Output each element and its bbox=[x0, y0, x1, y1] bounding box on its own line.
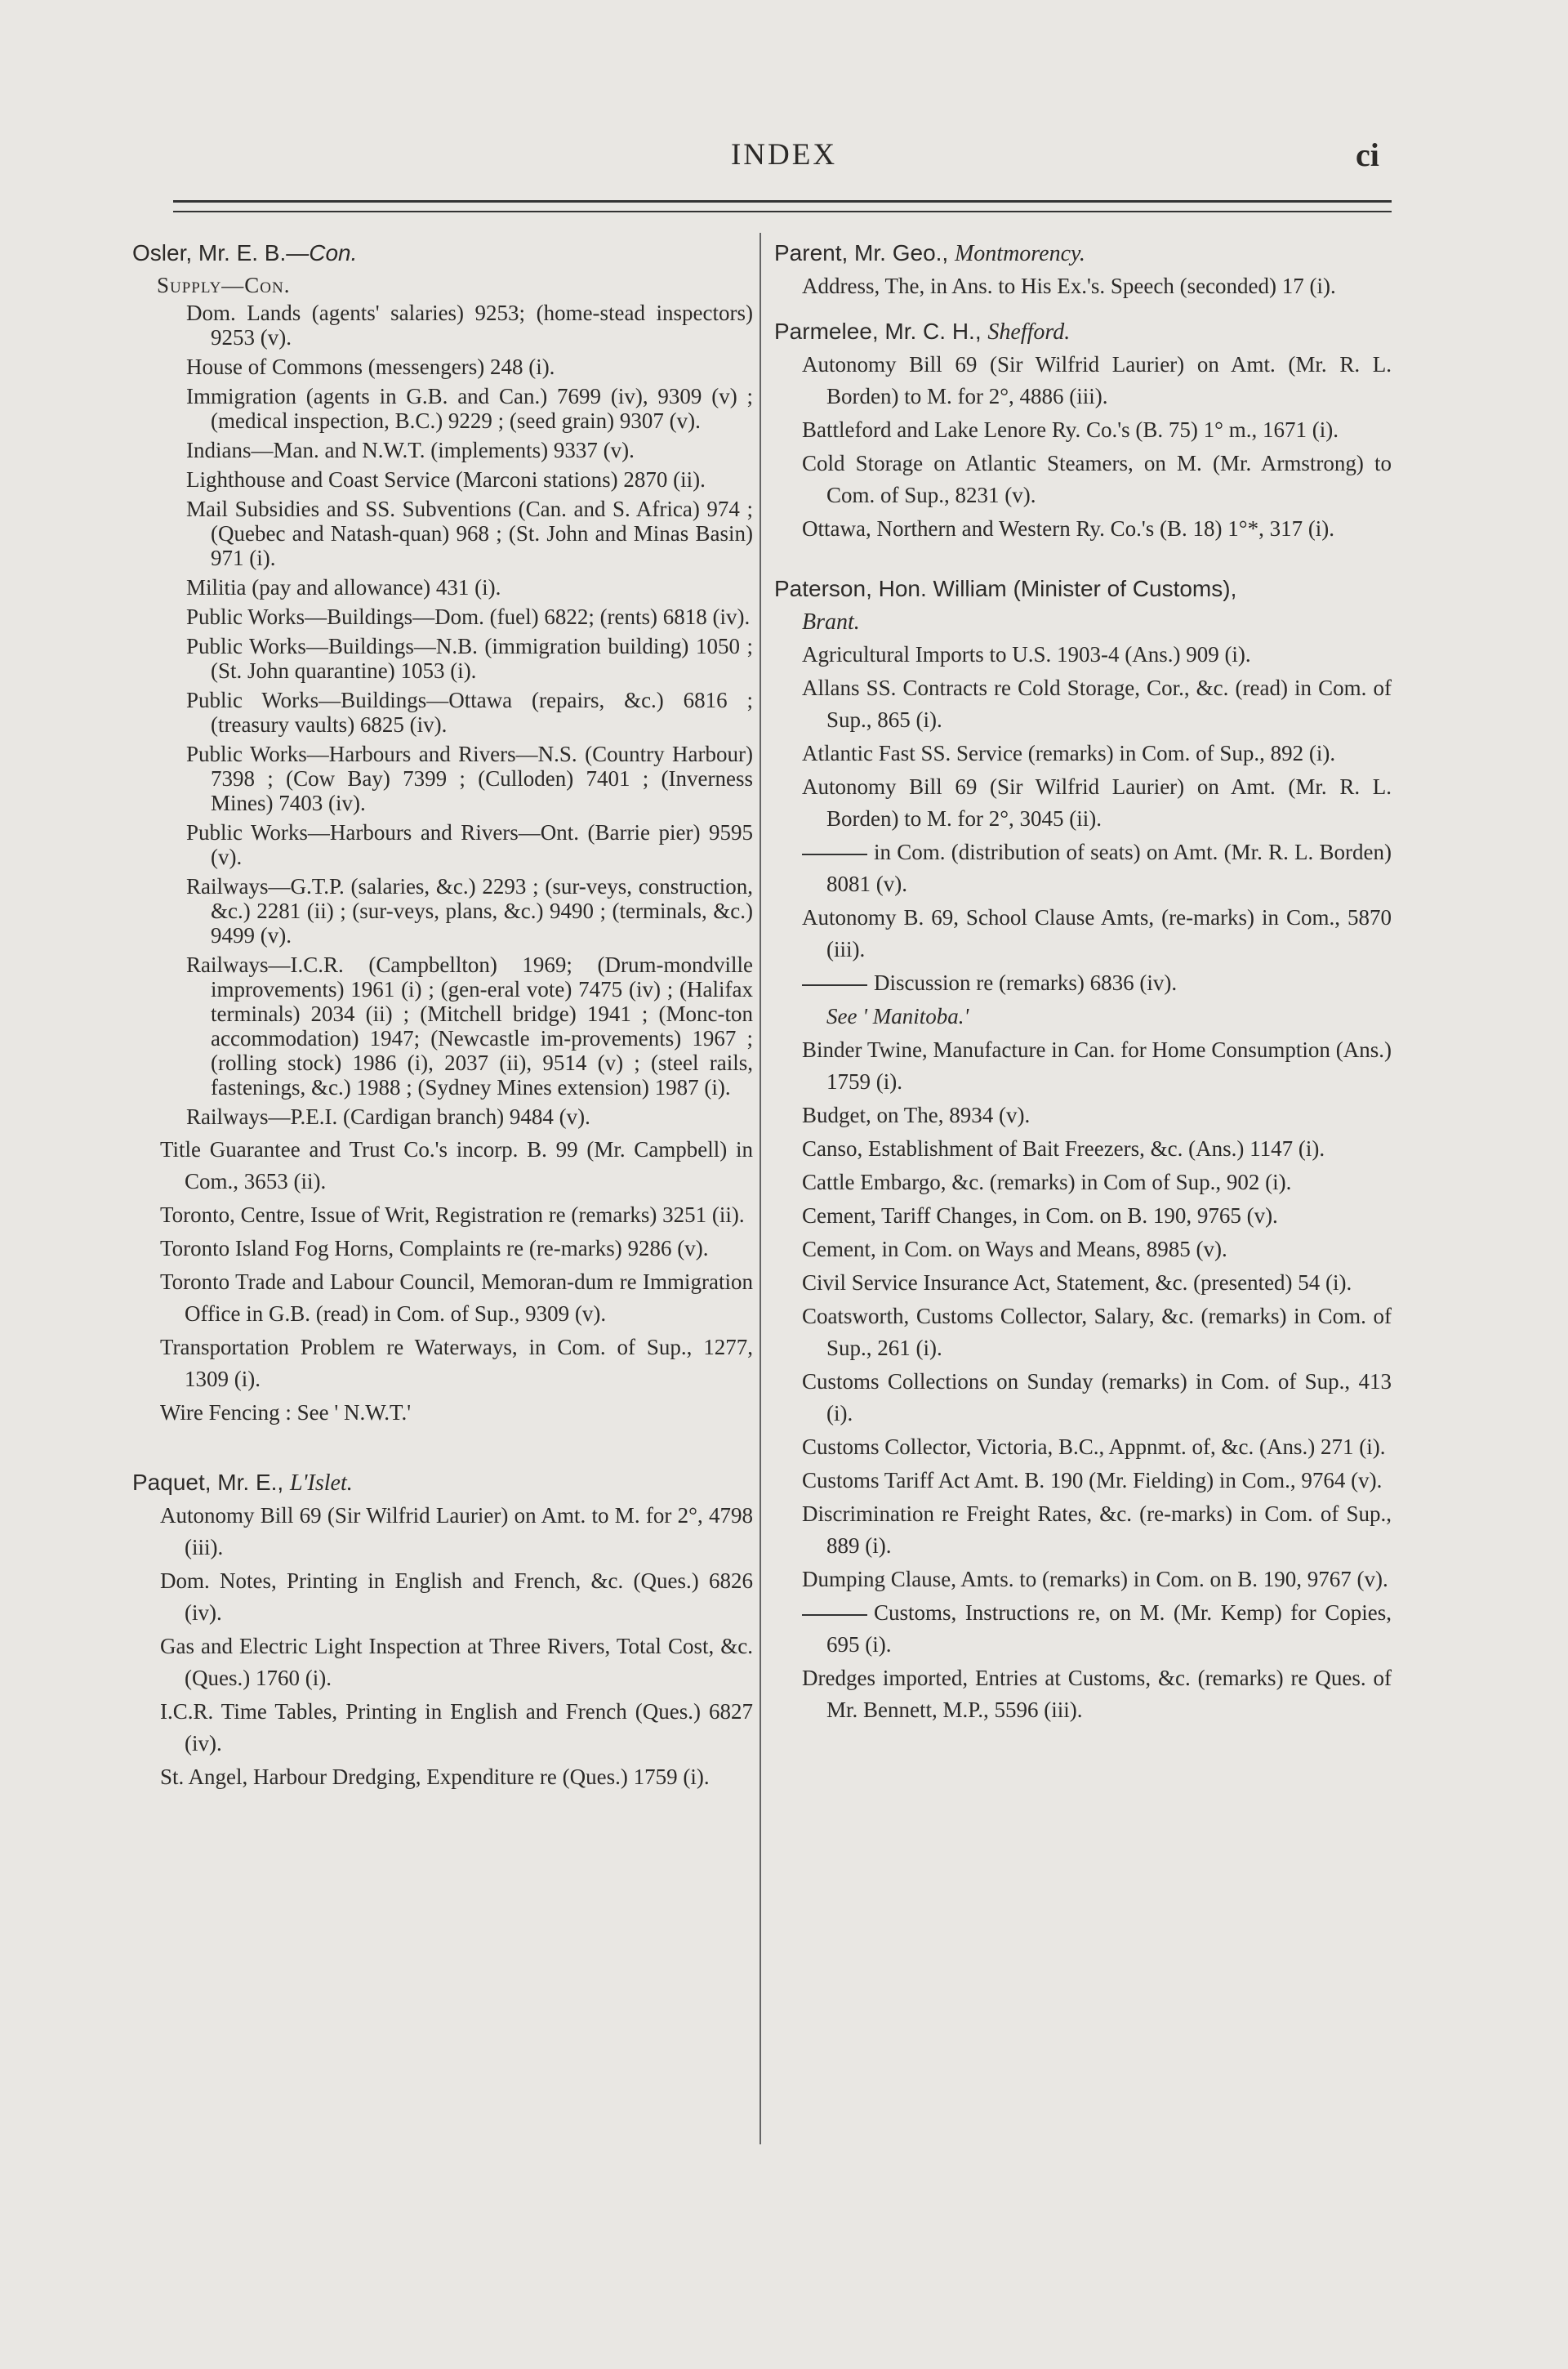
member-name: Paquet, Mr. E., bbox=[132, 1470, 290, 1495]
index-item: Mail Subsidies and SS. Subventions (Can. and S. Africa) 974 ; (Quebec and Natash-quan) 968 ; (St. John and Minas Basin) 971 (i). bbox=[186, 497, 753, 570]
constituency: Brant. bbox=[802, 609, 860, 635]
entry-head-parmelee bbox=[774, 315, 1392, 349]
index-entry: Dumping Clause, Amts. to (remarks) in Com. on B. 190, 9767 (v). bbox=[802, 1567, 1388, 1591]
index-entry: Toronto, Centre, Issue of Writ, Registration re (remarks) 3251 (ii). bbox=[160, 1202, 745, 1227]
index-item: Public Works—Buildings—Ottawa (repairs, &c.) 6816 ; (treasury vaults) 6825 (iv). bbox=[186, 688, 753, 737]
index-entry: Autonomy B. 69, School Clause Amts, (re-marks) in Com., 5870 (iii). bbox=[802, 905, 1392, 961]
index-item: Railways—P.E.I. (Cardigan branch) 9484 (v). bbox=[186, 1104, 590, 1129]
continued-mark: Con. bbox=[309, 240, 358, 265]
index-entry: Address, The, in Ans. to His Ex.'s. Speech (seconded) 17 (i). bbox=[802, 274, 1336, 298]
index-entry: Autonomy Bill 69 (Sir Wilfrid Laurier) on Amt. to M. for 2°, 4798 (iii). bbox=[160, 1503, 753, 1559]
index-entry: Canso, Establishment of Bait Freezers, &c. (Ans.) 1147 (i). bbox=[802, 1136, 1325, 1161]
index-entry: Budget, on The, 8934 (v). bbox=[802, 1103, 1031, 1127]
supply-items bbox=[132, 301, 753, 1129]
index-entry: Gas and Electric Light Inspection at Three Rivers, Total Cost, &c. (Ques.) 1760 (i). bbox=[160, 1634, 753, 1690]
entry-head-parent bbox=[774, 237, 1392, 270]
index-entry: Customs Collections on Sunday (remarks) in Com. of Sup., 413 (i). bbox=[802, 1369, 1392, 1425]
index-entry: Dredges imported, Entries at Customs, &c. (remarks) re Ques. of Mr. Bennett, M.P., 5596 (iii). bbox=[802, 1666, 1392, 1722]
index-entry: Autonomy Bill 69 (Sir Wilfrid Laurier) on Amt. (Mr. R. L. Borden) to M. for 2°, 3045 (ii). bbox=[802, 774, 1392, 831]
index-entry: Toronto Island Fog Horns, Complaints re (re-marks) 9286 (v). bbox=[160, 1236, 709, 1260]
paquet-entries bbox=[132, 1500, 753, 1793]
index-entry: Discrimination re Freight Rates, &c. (re-marks) in Com. of Sup., 889 (i). bbox=[802, 1501, 1392, 1558]
index-entry: Customs Tariff Act Amt. B. 190 (Mr. Fielding) in Com., 9764 (v). bbox=[802, 1468, 1383, 1492]
entry-head-paterson bbox=[774, 573, 1392, 605]
index-entry: St. Angel, Harbour Dredging, Expenditure re (Ques.) 1759 (i). bbox=[160, 1764, 710, 1789]
index-entry: Civil Service Insurance Act, Statement, &c. (presented) 54 (i). bbox=[802, 1270, 1352, 1295]
index-entry: Allans SS. Contracts re Cold Storage, Cor., &c. (read) in Com. of Sup., 865 (i). bbox=[802, 676, 1392, 732]
entry-head-paquet bbox=[132, 1466, 753, 1500]
running-title: INDEX bbox=[730, 138, 838, 172]
index-item: Public Works—Harbours and Rivers—Ont. (Barrie pier) 9595 (v). bbox=[186, 820, 753, 869]
osler-entries bbox=[132, 1134, 753, 1429]
index-entry: Autonomy Bill 69 (Sir Wilfrid Laurier) on Amt. (Mr. R. L. Borden) to M. for 2°, 4886 (iii). bbox=[802, 352, 1392, 408]
index-subentry: in Com. (distribution of seats) on Amt. (Mr. R. L. Borden) 8081 (v). bbox=[799, 837, 1392, 900]
index-subentry: Customs, Instructions re, on M. (Mr. Kemp) for Copies, 695 (i). bbox=[799, 1597, 1392, 1661]
index-entry: Toronto Trade and Labour Council, Memoran-dum re Immigration Office in G.B. (read) in Com. of Sup., 9309 (v). bbox=[160, 1269, 753, 1326]
constituency: Shefford. bbox=[987, 319, 1071, 345]
member-name: Parent, Mr. Geo., bbox=[774, 240, 955, 265]
index-entry: Cold Storage on Atlantic Steamers, on M. (Mr. Armstrong) to Com. of Sup., 8231 (v). bbox=[802, 451, 1392, 507]
page-folio: ci bbox=[1356, 136, 1379, 173]
constituency-line bbox=[802, 605, 1392, 639]
index-item: Lighthouse and Coast Service (Marconi stations) 2870 (ii). bbox=[186, 467, 706, 492]
index-entry: Binder Twine, Manufacture in Can. for Home Consumption (Ans.) 1759 (i). bbox=[802, 1037, 1392, 1094]
index-item: House of Commons (messengers) 248 (i). bbox=[186, 355, 555, 379]
header-rule bbox=[173, 200, 1392, 203]
index-entry: Atlantic Fast SS. Service (remarks) in Com. of Sup., 892 (i). bbox=[802, 741, 1336, 765]
repeat-dash bbox=[802, 854, 867, 855]
left-column bbox=[132, 237, 753, 1795]
header-rule-thin bbox=[173, 211, 1392, 212]
index-entry: Cement, Tariff Changes, in Com. on B. 190, 9765 (v). bbox=[802, 1203, 1278, 1228]
index-entry: Cattle Embargo, &c. (remarks) in Com of Sup., 902 (i). bbox=[802, 1170, 1292, 1194]
index-entry: Coatsworth, Customs Collector, Salary, &c. (remarks) in Com. of Sup., 261 (i). bbox=[802, 1304, 1392, 1360]
index-entry: Wire Fencing : See ' N.W.T.' bbox=[160, 1400, 412, 1425]
index-item: Militia (pay and allowance) 431 (i). bbox=[186, 575, 501, 600]
member-name: Osler, Mr. E. B.— bbox=[132, 240, 310, 265]
index-item: Public Works—Buildings—Dom. (fuel) 6822; (rents) 6818 (iv). bbox=[186, 605, 751, 629]
index-item: Public Works—Buildings—N.B. (immigration building) 1050 ; (St. John quarantine) 1053 (i). bbox=[186, 634, 753, 683]
index-item: Indians—Man. and N.W.T. (implements) 9337 (v). bbox=[186, 438, 635, 462]
index-item: Immigration (agents in G.B. and Can.) 7699 (iv), 9309 (v) ; (medical inspection, B.C.) 9229 ; (seed grain) 9307 (v). bbox=[186, 384, 753, 433]
index-entry: Title Guarantee and Trust Co.'s incorp. B. 99 (Mr. Campbell) in Com., 3653 (ii). bbox=[160, 1137, 753, 1193]
repeat-dash bbox=[802, 984, 867, 986]
column-divider bbox=[760, 233, 761, 2144]
index-item: Railways—G.T.P. (salaries, &c.) 2293 ; (sur-veys, construction, &c.) 2281 (ii) ; (sur-veys, plans, &c.) 9490 ; (terminals, &c.) 9499 (v). bbox=[186, 874, 753, 948]
repeat-dash bbox=[802, 1614, 867, 1616]
index-item: Public Works—Harbours and Rivers—N.S. (Country Harbour) 7398 ; (Cow Bay) 7399 ; (Culloden) 7401 ; (Inverness Mines) 7403 (iv). bbox=[186, 742, 753, 815]
constituency: Montmorency. bbox=[954, 241, 1085, 266]
index-entry: Agricultural Imports to U.S. 1903-4 (Ans.) 909 (i). bbox=[802, 642, 1251, 667]
index-entry: Ottawa, Northern and Western Ry. Co.'s (B. 18) 1°*, 317 (i). bbox=[802, 516, 1335, 541]
member-name: Parmelee, Mr. C. H., bbox=[774, 319, 988, 344]
index-entry: I.C.R. Time Tables, Printing in English and French (Ques.) 6827 (iv). bbox=[160, 1699, 753, 1756]
index-item: Railways—I.C.R. (Campbellton) 1969; (Drum-mondville improvements) 1961 (i) ; (gen-eral vote) 7475 (iv) ; (Halifax terminals) 2034 (ii) ; (Mitchell bridge) 1941 ; (Monc-ton accommodation) 1947; (Newcastle im-provements) 1967 ; (rolling stock) 1986 (i), 2037 (ii), 9514 (v) ; (steel rails, fastenings, &c.) 1988 ; (Sydney Mines extension) 1987 (i). bbox=[186, 953, 753, 1100]
index-entry: Battleford and Lake Lenore Ry. Co.'s (B. 75) 1° m., 1671 (i). bbox=[802, 417, 1339, 442]
index-entry: Customs Collector, Victoria, B.C., Appnmt. of, &c. (Ans.) 271 (i). bbox=[802, 1434, 1386, 1459]
member-name: Paterson, Hon. William (Minister of Customs), bbox=[774, 576, 1237, 601]
index-entry: Transportation Problem re Waterways, in Com. of Sup., 1277, 1309 (i). bbox=[160, 1335, 753, 1391]
index-subentry: Discussion re (remarks) 6836 (iv). bbox=[799, 967, 1392, 999]
entry-head-osler bbox=[132, 237, 753, 270]
see-reference: See ' Manitoba.' bbox=[826, 1004, 969, 1028]
index-entry: Cement, in Com. on Ways and Means, 8985 (v). bbox=[802, 1237, 1227, 1261]
index-item: Dom. Lands (agents' salaries) 9253; (home-stead inspectors) 9253 (v). bbox=[186, 301, 753, 350]
right-column bbox=[774, 237, 1392, 1728]
constituency: L'Islet. bbox=[289, 1470, 353, 1496]
index-entry: Dom. Notes, Printing in English and French, &c. (Ques.) 6826 (iv). bbox=[160, 1568, 753, 1625]
subhead-supply: Supply—Con. bbox=[157, 273, 291, 297]
